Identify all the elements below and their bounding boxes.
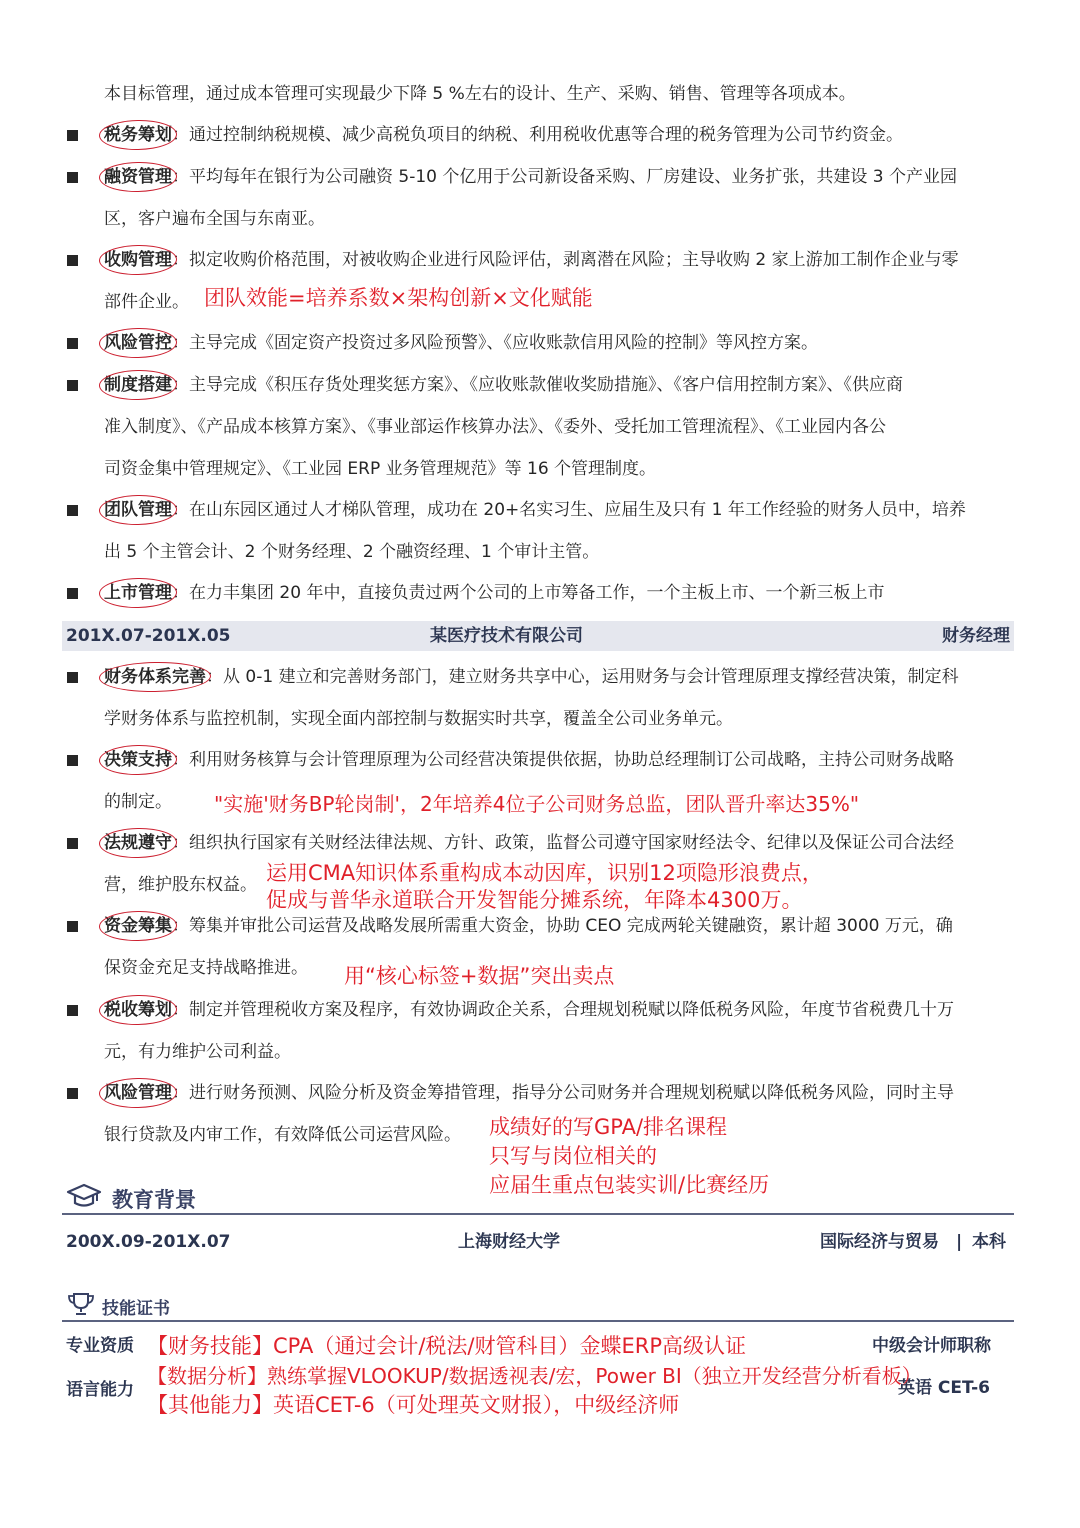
bullet-icon (67, 172, 78, 183)
item-text: ：利用财务核算与会计管理原理为公司经营决策提供依据，协助总经理制订公司战略，主持公司财务战略 (172, 750, 954, 770)
item-text: ：筹集并审批公司运营及战略发展所需重大资金，协助 CEO 完成两轮关键融资，累计超 3000 万元，确 (172, 916, 953, 936)
bullet-icon (67, 380, 78, 391)
item-text: ：在山东园区通过人才梯队管理，成功在 20+名实习生、应届生及只有 1 年工作经验的财务人员中，培养 (172, 500, 966, 520)
item-text: ：组织执行国家有关财经法律法规、方针、政策，监督公司遵守国家财经法令、纪律以及保证公司合法经 (172, 833, 954, 853)
annotation-edu-tip3: 应届生重点包装实训/比赛经历 (489, 1173, 770, 1197)
annotation-core-tag: 用“核心标签+数据”突出卖点 (344, 964, 615, 988)
bullet-icon (67, 1005, 78, 1016)
keyword-circle: 税收筹划 (104, 1000, 172, 1020)
job1-item-risk-control (104, 331, 818, 355)
item-text: ：主导完成《积压存货处理奖惩方案》、《应收账款催收奖励措施》、《客户信用控制方案》、《供应商 (172, 375, 903, 395)
item-text: ：通过控制纳税规模、减少高税负项目的纳税、利用税收优惠等合理的税务管理为公司节约资金。 (172, 125, 903, 145)
item-text-cont: 学财务体系与监控机制，实现全面内部控制与数据实时共享，覆盖全公司业务单元。 (104, 709, 733, 729)
job1-item-team (104, 498, 966, 522)
bullet-icon (67, 1088, 78, 1099)
annotation-bp-system: "实施'财务BP轮岗制'，2年培养4位子公司财务总监，团队晋升率达35%" (214, 792, 860, 816)
item-text: ：在力丰集团 20 年中，直接负责过两个公司的上市筹备工作，一个主板上市、一个新三板上市 (172, 583, 885, 603)
job2-item-compliance (104, 831, 954, 855)
item-text-cont: 出 5 个主管会计、2 个财务经理、2 个融资经理、1 个审计主管。 (104, 542, 600, 562)
professional-value: 中级会计师职称 (872, 1336, 991, 1356)
annotation-team-efficiency: 团队效能=培养系数×架构创新×文化赋能 (204, 286, 593, 310)
keyword-circle: 风险管控 (104, 333, 172, 353)
keyword-circle: 资金筹集 (104, 916, 172, 936)
bullet-icon (67, 255, 78, 266)
job2-item-risk (104, 1081, 954, 1105)
keyword-circle: 收购管理 (104, 250, 172, 270)
job-company: 某医疗技术有限公司 (430, 626, 583, 646)
bullet-icon (67, 838, 78, 849)
item-text: ：平均每年在银行为公司融资 5-10 个亿用于公司新设备采购、厂房建设、业务扩张，共建设 3 个产业园 (172, 167, 958, 187)
item-text-cont: 的制定。 (104, 792, 172, 812)
item-text-cont: 银行贷款及内审工作，有效降低公司运营风险。 (104, 1125, 461, 1145)
item-text: ：拟定收购价格范围，对被收购企业进行风险评估，剥离潜在风险；主导收购 2 家上游加工制作企业与零 (172, 250, 959, 270)
item-text-cont: 准入制度》、《产品成本核算方案》、《事业部运作核算办法》、《委外、受托加工管理流程》、《工业园内各公 (104, 417, 886, 437)
job2-item-finance-system (104, 665, 959, 689)
skills-title (66, 1291, 170, 1322)
job1-item-ipo (104, 581, 884, 605)
intro-line: 本目标管理，通过成本管理可实现最少下降 5 %左右的设计、生产、采购、销售、管理等各项成本。 (104, 84, 856, 104)
education-title (66, 1182, 196, 1215)
bullet-icon (67, 130, 78, 141)
annotation-cma-line2: 促成与普华永道联合开发智能分摊系统，年降本4300万。 (266, 888, 803, 912)
annotation-skill-tip2: 【数据分析】熟练掌握VLOOKUP/数据透视表/宏，Power BI（独立开发经营分析看板） (147, 1364, 922, 1388)
bullet-icon (67, 338, 78, 349)
job1-item-acquisition (104, 248, 959, 272)
annotation-skill-tip3: 【其他能力】英语CET-6（可处理英文财报），中级经济师 (147, 1393, 680, 1417)
item-text-cont: 元，有力维护公司利益。 (104, 1042, 291, 1062)
annotation-edu-tip1: 成绩好的写GPA/排名课程 (489, 1115, 728, 1139)
item-text: ：制定并管理税收方案及程序，有效协调政企关系，合理规划税赋以降低税务风险，年度节省税费几十万 (172, 1000, 954, 1020)
section-divider (62, 1320, 1014, 1322)
keyword-circle: 法规遵守 (104, 833, 172, 853)
job-title: 财务经理 (942, 626, 1010, 646)
job2-item-decision-support (104, 748, 954, 772)
section-divider (62, 1213, 1014, 1215)
professional-label: 专业资质 (66, 1336, 134, 1356)
section-label: 教育背景 (112, 1187, 196, 1212)
job2-item-tax (104, 998, 954, 1022)
edu-degree: 本科 (972, 1232, 1006, 1252)
edu-period: 200X.09-201X.07 (66, 1232, 231, 1252)
bullet-icon (67, 505, 78, 516)
keyword-circle: 团队管理 (104, 500, 172, 520)
item-text-cont: 司资金集中管理规定》、《工业园 ERP 业务管理规范》等 16 个管理制度。 (104, 459, 657, 479)
item-text-cont: 保资金充足支持战略推进。 (104, 958, 308, 978)
edu-major: 国际经济与贸易 (820, 1232, 939, 1252)
item-text: ：主导完成《固定资产投资过多风险预警》、《应收账款信用风险的控制》等风控方案。 (172, 333, 818, 353)
language-label: 语言能力 (66, 1380, 134, 1400)
keyword-circle: 制度搭建 (104, 375, 172, 395)
keyword-circle: 上市管理 (104, 583, 172, 603)
keyword-circle: 风险管理 (104, 1083, 172, 1103)
graduation-cap-icon (66, 1182, 102, 1215)
keyword-circle: 决策支持 (104, 750, 172, 770)
section-label: 技能证书 (102, 1299, 170, 1319)
job2-item-fundraising (104, 914, 953, 938)
item-text-cont: 部件企业。 (104, 292, 189, 312)
keyword-circle: 财务体系完善 (104, 667, 206, 687)
bullet-icon (67, 755, 78, 766)
bullet-icon (67, 672, 78, 683)
bullet-icon (67, 921, 78, 932)
keyword-circle: 融资管理 (104, 167, 172, 187)
language-value: 英语 CET-6 (898, 1378, 990, 1398)
trophy-icon (66, 1291, 96, 1322)
job1-item-tax-planning (104, 123, 903, 147)
annotation-skill-tip1: 【财务技能】CPA（通过会计/税法/财管科目）金蝶ERP高级认证 (147, 1334, 747, 1358)
annotation-edu-tip2: 只写与岗位相关的 (489, 1144, 657, 1168)
annotation-cma-line1: 运用CMA知识体系重构成本动因库，识别12项隐形浪费点， (266, 861, 823, 885)
job1-item-financing (104, 165, 957, 189)
edu-school: 上海财经大学 (458, 1232, 560, 1252)
job-period: 201X.07-201X.05 (66, 626, 231, 646)
bullet-icon (67, 588, 78, 599)
keyword-circle: 税务筹划 (104, 125, 172, 145)
item-text-cont: 营，维护股东权益。 (104, 875, 257, 895)
job1-item-system-building (104, 373, 903, 397)
item-text: ：进行财务预测、风险分析及资金筹措管理，指导分公司财务并合理规划税赋以降低税务风险，同时主导 (172, 1083, 954, 1103)
job2-header (62, 621, 1014, 651)
item-text: ：从 0-1 建立和完善财务部门，建立财务共享中心，运用财务与会计管理原理支撑经营决策，制定科 (206, 667, 959, 687)
edu-separator: | (956, 1232, 963, 1252)
item-text-cont: 区，客户遍布全国与东南亚。 (104, 209, 325, 229)
